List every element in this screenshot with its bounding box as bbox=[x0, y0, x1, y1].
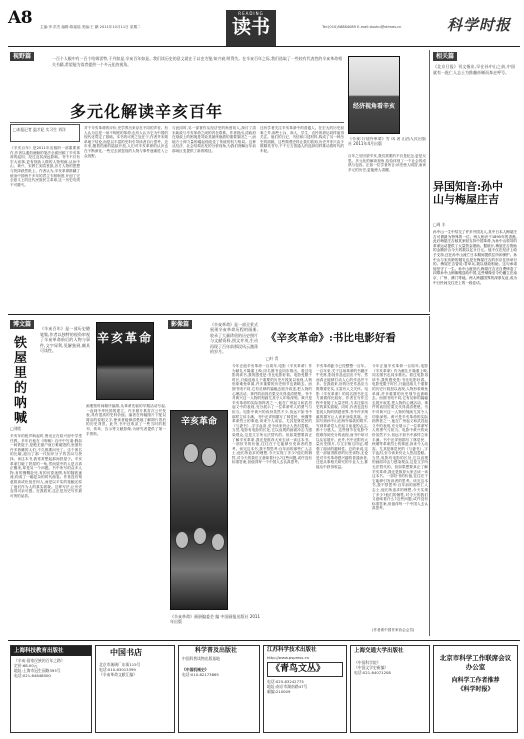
right-col-divider bbox=[429, 50, 430, 312]
ad5-line1: 《中国科学院》 bbox=[354, 660, 381, 665]
blog-body-col1: 辛亥年的枪声响起时,鲁迅正在绍兴府中学堂任教。多年后他在《呐喊》自序中写道:假如一间铁屋子,是绝无窗户而万难破毁的,里面有许多熟睡的人们,不久都要闷死了。这个著名的比喻,道出了那一代知识分子的苦闷与抉择。读这本书,我常常想起那间铁屋子。辛亥革命打破了铁屋的一角,然而屋中的人是否真正醒来,却是另一个问题。书中所写的众多人物,有的慷慨赴死,有的彷徨迷惘,有的随波逐流,构成了一幅复杂的时代画卷。作者没有刻意拔高或贬低任何人,而是以平实的笔触还原了他们作为人的真实面貌。这种写法,让历史变得可亲可感。在我看来,这正是历史写作最可贵的品质。 bbox=[10, 434, 82, 498]
ad-beijing-kexue[interactable] bbox=[433, 645, 518, 733]
movie-body-col2: 辛亥革命距今已经整整一百年。一百年来,关于这场革命的书籍汗牛充栋,影视作品也层出不穷。然而真正能够打动人心的作品并不多。在我看来,好的历史作品应当既尊重史实,又富有人文关怀。电影《辛亥革命》的同名图书在这方面做得比较好。作者在写作过程中查阅了大量史料,力求还原历史的真实面貌。同时,作者也没有忽视人物的情感世界,书中许多细腻的描写让人读来身临其境。比如写到孙中山在海外募款的艰辛,写到革命党人在起义前夜的忐忑,都十分感人。这些细节在电影中很难得到充分的表现,而书中却可以从容展开。此外,书中还附有大量历史图片,与文字相互印证,增强了阅读的趣味性。总的来说,这是一部值得推荐的历史读物,无论是对辛亥革命感兴趣的普通读者,还是从事相关研究的专业人士,都能从中获得收益。 bbox=[316, 364, 368, 470]
ad4-line4: 地址:南京市湖南路47号 bbox=[267, 684, 308, 689]
main-body-col3: 与此同时,另一部著作从经济史的角度切入,探讨了清末新政与辛亥革命之间的内在联系。作者指出,清政府在财政上的困境是导致其最终崩溃的重要原因之一,而地方士绅力量的崛起则改变了传统的权力格局。这种从经济、社会结构出发的分析视角,为我们理解百年前那场巨变提供了新的路径。 bbox=[172, 126, 256, 153]
section-label-cn: 读书 bbox=[231, 16, 270, 38]
blog-byline: □刘欣 bbox=[10, 426, 22, 431]
blog-intro: 《辛亥百年》是一部历史随笔集,作者以独特的视角审视了辛亥革命前后的人物与事件,文字犀利,见解独到,颇具可读性。 bbox=[40, 326, 90, 354]
portrait-shape bbox=[175, 531, 189, 549]
book3-title: 辛亥革命 bbox=[180, 417, 217, 427]
ad-shanghai-jiaotong[interactable] bbox=[350, 645, 430, 733]
main-byline-box bbox=[10, 124, 80, 142]
book-cover-xinhai-1911 bbox=[96, 322, 154, 400]
blog-headline-char: 屋 bbox=[14, 351, 28, 366]
tushu-intro: 《辛亥革命》是一部全景式展现辛亥革命历程的画册,收录了大量珍贵的历史照片与文献资料,图文并茂,生动再现了百年前那段风云激荡的岁月。 bbox=[210, 322, 258, 355]
main-body-col1: 《辛亥百年》是2011年出版的一部重要著作,作者以通俗流畅的笔法全面回顾了辛亥革命的起因、经过及其深远影响。书中不仅有宏大叙事,更有细致入微的人物刻画,从孙中山、黄兴、宋教仁到袁世凯,各方人物的思想与抉择跃然纸上。作者认为,辛亥革命推翻了统治中国两千多年的君主专制制度,开创了完全意义上的近代民族民主革命,这一历史功绩不可磨灭。 bbox=[10, 146, 80, 187]
book2-title: 辛亥革命 bbox=[97, 331, 154, 345]
section-rule bbox=[8, 314, 430, 315]
portrait-shape bbox=[201, 447, 217, 467]
side-byline: □周 丰 bbox=[433, 222, 446, 227]
book1-title: 经济视角看辛亥 bbox=[352, 103, 395, 110]
portrait-shape bbox=[211, 533, 225, 551]
ad4-line1: http://www.pspress.cn bbox=[267, 655, 310, 660]
column-tag-xiangguan: 相关篇 bbox=[433, 52, 457, 61]
side-headline: 异国知音:孙中山与梅屋庄吉 bbox=[433, 180, 504, 206]
side-intro: 《北京日报》刊文指出,早在孙中山之前,中国就有一批仁人志士为推翻帝制而奔走呼号。 bbox=[433, 64, 515, 75]
ads-rule bbox=[8, 640, 520, 641]
blog-body-col2: 画册按时间顺序编排,从革命先驱的早期活动写起,一直到中华民国的建立。许多照片系首次公开发表,具有很高的史料价值。编者在每幅图片下配以简洁的说明文字,使读者能够清楚地了解图片背后的历史背景。此外,书中还收录了一些当时的报刊、传单、告示等文献影像,为研究者提供了第一手资料。 bbox=[86, 404, 166, 436]
book-cover-xinhai-revolution bbox=[170, 410, 228, 610]
ad4-title: 江苏科学技术出版社 bbox=[267, 647, 317, 653]
main-headline-rule bbox=[10, 122, 344, 123]
ad4-line5: 邮编:210009 bbox=[267, 689, 291, 694]
section-badge bbox=[226, 10, 276, 46]
edition-line: 主编:李 洪杰 编辑:陈瑶瑶 美编:王 鹏 2011年10月11日 星期二 bbox=[40, 25, 141, 29]
ad6-line1: 向科学工作者推荐 bbox=[451, 677, 500, 684]
page-number: A8 bbox=[8, 8, 33, 28]
blog-headline-char: 里 bbox=[14, 366, 28, 381]
ad3-line2: 《中国机械史》 bbox=[182, 667, 209, 672]
column-tag-bowen: 博文篇 bbox=[10, 320, 34, 329]
ad-kexue-puji[interactable] bbox=[178, 645, 260, 733]
ad1-title: 上海科技教育出版社 bbox=[11, 646, 91, 656]
blog-headline-char: 铁 bbox=[14, 336, 28, 351]
ad6-line2: 《科学时报》 bbox=[457, 686, 494, 693]
ad1-line3: 地址:上海市冠生园路393号 bbox=[14, 668, 61, 673]
ad3-line3: 电话:010-62173865 bbox=[182, 672, 219, 677]
blog-headline-char: 的 bbox=[14, 381, 28, 396]
main-body-col4: 还有学者关注辛亥革命中的普通人。在宏大的历史叙事之外,那些士兵、商人、学生、农民的命运同样值得关注。他们的日记、书信和口述材料,构成了另一种历史的面貌。这些微观史料让我们看到,历史并非只由少数精英书写,千千万万普通人的选择同样推动着时代的车轮。 bbox=[260, 126, 344, 153]
side-body: 孙中山一生中结交了许多外国友人,其中日本人梅屋庄吉可谓最为特殊的一位。两人相识于1895年的香港,此后梅屋庄吉倾其家财支持中国革命,为孙中山领导的革命运动提供了大量资金援助。据统计,梅屋庄吉资助的金额折合今天的数以亿计日元。他不仅在经济上给予支持,还在孙中山流亡日本期间提供住所和保护。孙中山与宋庆龄的婚礼也是在梅屋庄吉的东京住所举行的。梅屋庄吉曾说:君举兵,我以财政相助。这句承诺他坚守了一生。孙中山逝世后,梅屋庄吉还自费铸造了四尊孙中山铜像赠送给中国,这些铜像至今仍矗立在南京、广州、澳门等地。两人跨越国界的深厚友谊,成为中日民间交往史上的一段佳话。 bbox=[433, 230, 517, 285]
ad5-line2: 《中国文学史新编》 bbox=[354, 665, 389, 670]
tushu-caption: 《辛亥革命》画册编委会 编 中国画报出版社 2011年出版 bbox=[170, 614, 260, 625]
blog-headline bbox=[14, 336, 34, 426]
ad2-line2: 电话:010-63013399 bbox=[99, 667, 136, 672]
ad5-line3: 电话:021-64071208 bbox=[354, 670, 391, 675]
ad4-line3: 电话:025-83242775 bbox=[267, 679, 304, 684]
blog-headline-char: 喊 bbox=[14, 411, 28, 426]
column-tag-shiye: 视野篇 bbox=[10, 52, 34, 61]
portrait-shape bbox=[193, 527, 207, 545]
main-byline: □本报记者 温才妃 实习生 刘洋 bbox=[13, 127, 66, 132]
movie-footnote: (作者系中国作家协会会员) bbox=[372, 628, 415, 632]
main-body-col5: 百年之后回望辛亥,我们需要的不仅是纪念,更是反思。多元化的解读视角,恰恰体现了一个社会的成熟与包容。正如一位学者所言:读史使人明智,而读多元的历史,更能使人清醒。 bbox=[348, 154, 426, 172]
main-body-col2: 对于辛亥革命的评价,史学界历来存在不同的声音。有人认为这是一场不彻底的革命,也有人认为它为中国的现代化奠定了基础。本书的可贵之处在于,作者并未简单地下结论,而是以丰富的史料引导读者自行思考。近年来,随着档案的陆续开放,人们对辛亥革命的认识也在不断深化,一些过去被忽视的人物与事件逐渐进入公众视野。 bbox=[84, 126, 168, 158]
contact-line: Tel:(010)58884089 E-mail:dushu@stimes.cn bbox=[322, 25, 402, 29]
ad1-line2: 定价:68.00元 bbox=[14, 663, 38, 668]
ad-shanghai-keji[interactable] bbox=[10, 645, 92, 733]
column-tag-tushu: 影像篇 bbox=[168, 320, 192, 329]
blog-headline-char: 呐 bbox=[14, 396, 28, 411]
movie-headline: 《辛亥革命》:书比电影好看 bbox=[266, 332, 396, 344]
movie-body-col3: 今年正值辛亥革命一百周年,电影《辛亥革命》作为献礼片隆重上映,同名图书也同步推出。看过电影再读书,我的感受是:书比电影好看。电影受限于时长,只能选取几个重要的历史片段加以表现,人物形象难免单薄,许多重要的历史细节也被略去。而图书则不同,它有足够的篇幅去展开叙述,把人物的心理活动、事件的前因后果交代得清清楚楚。书中对黄兴这一人物的刻画尤其令人印象深刻。黄兴是辛亥革命的实际指挥者之一,他在广州起义和武昌起义中的表现,充分展示了一位革命军人的勇气与担当。电影中黄兴的戏份虽然不少,但远不如书中那样立体丰满。书中还详细描写了林觉民、秋瑾等革命烈士的事迹,读来令人动容。尤其是林觉民的《与妻书》,字字血泪,至今读来仍让人热泪盈眶。当然,电影有电影的长处,它以直观的画面冲击力感染观众,这是文字所无法替代的。但如果想要真正了解辛亥革命,我还是推荐大家去读一读这本书。一部好书的价值,往往在于它能够引发读者的思考。读完这本书,我不禁思考:百年前的那些仁人志士,他们所追求的理想,今天实现了多少?他们的牺牲,对今天的我们又意味着什么?这些问题,或许没有标准答案,但值得每一个中国人去认真思考。 bbox=[372, 364, 428, 511]
ad2-line1: 北京市琉璃厂东街115号 bbox=[99, 662, 141, 667]
bottom-right-divider bbox=[429, 316, 430, 636]
ad2-line3: 《辛亥革命文献汇编》 bbox=[99, 672, 137, 677]
main-headline: 多元化解读辛亥百年 bbox=[70, 102, 224, 121]
movie-body-col1: 今年正值辛亥革命一百周年,电影《辛亥革命》作为献礼片隆重上映,同名图书也同步推出。看过电影再读书,我的感受是:书比电影好看。电影受限于时长,只能选取几个重要的历史片段加以表现,人物形象难免单薄,许多重要的历史细节也被略去。而图书则不同,它有足够的篇幅去展开叙述,把人物的心理活动、事件的前因后果交代得清清楚楚。书中对黄兴这一人物的刻画尤其令人印象深刻。黄兴是辛亥革命的实际指挥者之一,他在广州起义和武昌起义中的表现,充分展示了一位革命军人的勇气与担当。电影中黄兴的戏份虽然不少,但远不如书中那样立体丰满。书中还详细描写了林觉民、秋瑾等革命烈士的事迹,读来令人动容。尤其是林觉民的《与妻书》,字字血泪,至今读来仍让人热泪盈眶。当然,电影有电影的长处,它以直观的画面冲击力感染观众,这是文字所无法替代的。但如果想要真正了解辛亥革命,我还是推荐大家去读一读这本书。一部好书的价值,往往在于它能够引发读者的思考。读完这本书,我不禁思考:百年前的那些仁人志士,他们所追求的理想,今天实现了多少?他们的牺牲,对今天的我们又意味着什么?这些问题,或许没有标准答案,但值得每一个中国人去认真思考。 bbox=[232, 364, 312, 465]
ad-jiangsu-keji[interactable] bbox=[263, 645, 347, 733]
book-cover-economic bbox=[348, 56, 400, 134]
book1-caption: 《辛亥:计划外革命》雪 珥 著 山西人民出版社 2011年4月出版 bbox=[348, 137, 426, 146]
ad1-line4: 电话:021-64848000 bbox=[14, 673, 51, 678]
portrait-shape bbox=[183, 443, 199, 463]
ad6-title: 北京市科学工作联席会议办公室 bbox=[439, 654, 512, 671]
masthead: 科学时报 bbox=[447, 16, 512, 34]
ad3-title: 科学普及出版社 bbox=[195, 647, 238, 654]
main-lead: 一百个人眼中有一百个哈姆雷特,于丹如是,辛亥百年如是。我们读历史的意义就在于以史为鉴,知兴衰,明得失。在辛亥百年之际,我们选取了一些较有代表性的辛亥革命相关书籍,希望能为读者提供一个多元化的视角。 bbox=[52, 56, 342, 68]
movie-byline: □叶 青 bbox=[266, 356, 279, 361]
ad5-title: 上海交通大学出版社 bbox=[354, 648, 404, 654]
ad-zhongguo-shudian[interactable] bbox=[95, 645, 175, 733]
section-label-en: READING bbox=[238, 11, 264, 16]
header-rule bbox=[8, 46, 520, 47]
ad3-line1: 中国科普读物出版基地 bbox=[182, 656, 220, 661]
ad4-line2: 《青鸟文丛》 bbox=[267, 662, 343, 677]
ad2-title: 中国书店 bbox=[110, 648, 142, 657]
ad1-line1: 《辛亥:国家民族的百年之路》 bbox=[14, 658, 65, 663]
